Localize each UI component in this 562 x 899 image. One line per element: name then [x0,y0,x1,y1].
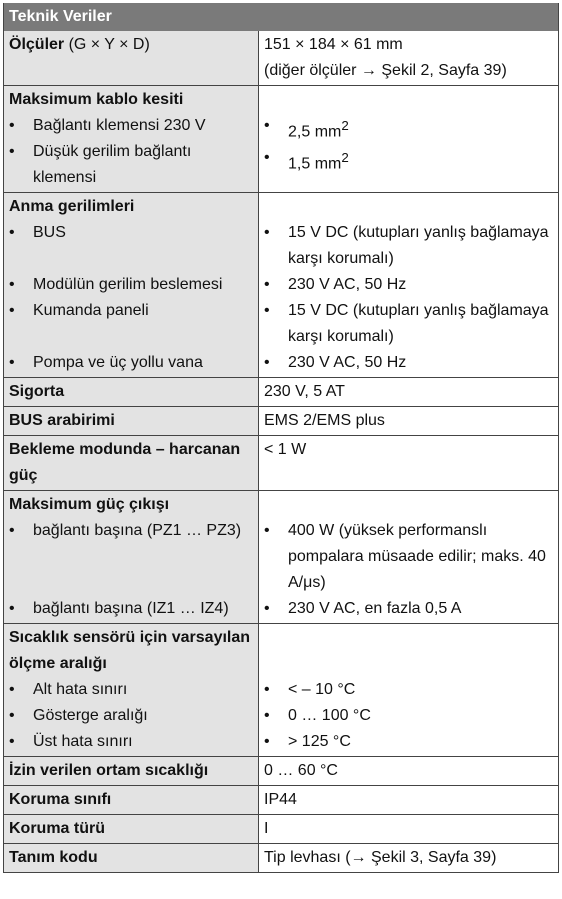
row-label [4,491,258,623]
bullet-icon: • [9,117,15,134]
row-value [258,31,558,85]
item-label: Kumanda paneli [33,302,149,319]
value-text: 2,5 mm [288,123,342,141]
list-item [264,729,554,755]
bullet-icon: • [264,224,270,241]
item-value: 15 V DC (kutupları yanlış bağlamaya karşı korumalı) [288,302,549,345]
row-value: I [258,815,558,843]
row-protection-class [4,785,558,814]
item-label: Bağlantı klemensi 230 V [33,117,206,134]
list-item [9,596,256,622]
list-item [264,596,554,622]
list-item [264,518,554,596]
row-label [4,193,258,377]
item-value: 230 V AC, 50 Hz [288,354,407,371]
bullet-icon: • [9,707,15,724]
value-line: 151 × 184 × 61 mm [264,36,403,53]
item-value: > 125 °C [288,733,351,750]
row-value: 0 … 60 °C [258,757,558,785]
superscript: 2 [341,118,349,133]
row-bus-interface [4,406,558,435]
row-fuse [4,377,558,406]
row-standby [4,435,558,490]
section-heading: Maksimum kablo kesiti [9,91,184,108]
bullet-icon: • [264,522,270,539]
label-rest: (G × Y × D) [64,36,150,53]
item-value: 400 W (yüksek performanslı pompalara müsaade edilir; maks. 40 A/μs) [288,522,546,591]
row-sensor [4,623,558,756]
item-value [288,113,554,145]
section-heading: Sıcaklık sensörü için varsayılan ölçme aralığı [9,629,251,672]
row-power-output [4,490,558,623]
bullet-icon: • [264,276,270,293]
list-item [9,139,256,191]
row-label: Sigorta [4,378,258,406]
bullet-icon: • [9,522,15,539]
bullet-icon: • [9,302,15,319]
row-label [4,624,258,756]
item-label: Düşük gerilim bağlantı klemensi [33,143,192,186]
bullet-icon: • [9,143,15,160]
row-label [4,86,258,192]
row-value: < 1 W [258,436,558,490]
row-protection-type [4,814,558,843]
row-dimensions [4,31,558,85]
item-label: Üst hata sınırı [33,733,133,750]
list-item [264,703,554,729]
list-item [264,298,554,350]
row-label: Tanım kodu [4,844,258,872]
list-item [264,145,554,177]
item-label: Pompa ve üç yollu vana [33,354,203,371]
item-value: 15 V DC (kutupları yanlış bağlamaya karşı korumalı) [288,224,549,267]
bullet-icon: • [9,354,15,371]
item-label: bağlantı başına (IZ1 … IZ4) [33,600,229,617]
list-item [9,677,256,703]
bullet-icon: • [9,681,15,698]
row-value: Tip levhası (→ Şekil 3, Sayfa 39) [258,844,558,872]
list-item [9,298,256,350]
list-item [264,272,554,298]
row-label: Koruma sınıfı [4,786,258,814]
list-item [9,272,256,298]
bullet-icon: • [264,733,270,750]
section-heading: Anma gerilimleri [9,198,135,215]
bullet-icon: • [264,681,270,698]
row-label: İzin verilen ortam sıcaklığı [4,757,258,785]
row-value: IP44 [258,786,558,814]
list-item [9,518,256,596]
bullet-icon: • [9,733,15,750]
list-item [9,113,256,139]
item-value [288,145,554,177]
table-title: Teknik Veriler [4,3,558,31]
label-bold: Ölçüler [9,36,65,53]
list-item [9,350,256,376]
row-label [4,31,258,85]
row-type-code [4,843,558,872]
item-label: Alt hata sınırı [33,681,128,698]
row-value: 230 V, 5 AT [258,378,558,406]
row-value [258,86,558,192]
value-line: (diğer ölçüler → Şekil 2, Sayfa 39) [264,62,507,79]
row-value [258,624,558,756]
list-item [9,703,256,729]
row-label: Koruma türü [4,815,258,843]
bullet-icon: • [264,600,270,617]
row-label: BUS arabirimi [4,407,258,435]
list-item [264,677,554,703]
bullet-icon: • [9,224,15,241]
value-text: 1,5 mm [288,155,342,173]
list-item [264,350,554,376]
bullet-icon: • [264,354,270,371]
item-label: BUS [33,224,66,241]
item-value: 230 V AC, en fazla 0,5 A [288,600,462,617]
technical-data-table [3,3,559,873]
row-value [258,491,558,623]
list-item [9,729,256,755]
bullet-icon: • [264,117,270,134]
item-value: 0 … 100 °C [288,707,371,724]
superscript: 2 [341,150,349,166]
row-voltage [4,192,558,377]
item-value: < – 10 °C [288,681,356,698]
bullet-icon: • [264,149,270,167]
section-heading: Maksimum güç çıkışı [9,496,170,513]
list-item [9,220,256,272]
bullet-icon: • [9,600,15,617]
bullet-icon: • [264,707,270,724]
list-item [264,220,554,272]
item-label: Modülün gerilim beslemesi [33,276,223,293]
bullet-icon: • [9,276,15,293]
row-label: Bekleme modunda – harcanan güç [4,436,258,490]
bullet-icon: • [264,302,270,319]
row-value [258,193,558,377]
item-label: bağlantı başına (PZ1 … PZ3) [33,522,242,539]
row-ambient [4,756,558,785]
list-item [264,113,554,145]
item-label: Gösterge aralığı [33,707,148,724]
item-value: 230 V AC, 50 Hz [288,276,407,293]
row-cable [4,85,558,192]
row-value: EMS 2/EMS plus [258,407,558,435]
